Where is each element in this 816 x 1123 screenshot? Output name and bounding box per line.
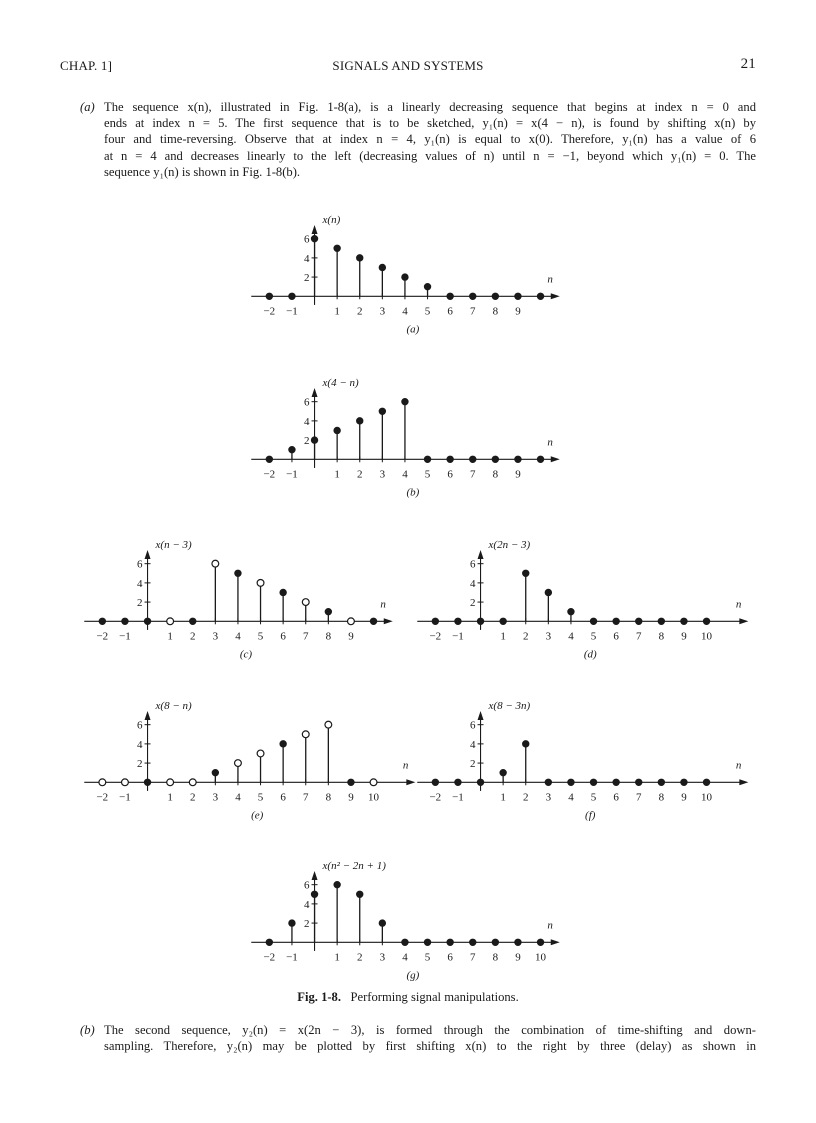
x-axis-arrow [551,939,560,945]
x-tick-label: 9 [515,950,522,963]
x-tick-label: 4 [235,629,242,642]
x-axis-arrow [740,779,749,785]
x-tick-label: 7 [636,790,642,803]
x-tick-label: −2 [429,790,442,803]
x-tick-label: 1 [334,950,341,963]
stem-marker [380,408,386,414]
x-tick-label: 3 [380,467,386,480]
stem-marker-hollow [325,721,332,728]
x-tick-label: 2 [357,304,363,317]
stem-marker-hollow [258,579,265,586]
stem-marker [470,456,476,462]
stem-marker [613,779,619,785]
y-tick-label: 6 [304,396,310,409]
x-tick-label: 6 [447,467,454,480]
x-tick-label: −2 [263,304,276,317]
paragraph-b-line: The second sequence, y₂(n) = x(2n − 3), is formed through the combination of time-shifting and down- [104,1023,756,1037]
x-tick-label: 8 [326,629,332,642]
x-axis-label: n [403,758,409,771]
stem-marker [546,779,552,785]
x-tick-label: 10 [701,629,713,642]
paragraph-a-line: at n = 4 and decreases linearly to the left (decreasing values of n) until n = −1, beyond which y₁(n) = 0. The [104,148,756,163]
stem-marker-hollow [303,598,310,605]
stem-marker [704,618,710,624]
y-tick-label: 2 [470,596,476,609]
x-tick-label: 10 [535,950,547,963]
stem-marker-hollow [122,779,129,786]
stem-marker-hollow [99,779,106,786]
x-tick-label: −1 [286,304,299,317]
y-tick-label: 6 [137,719,143,732]
y-tick-label: 4 [304,415,310,428]
stem-marker [380,264,386,270]
stem-marker [357,417,363,423]
y-axis-arrow [478,550,484,559]
x-tick-label: 3 [380,950,386,963]
x-tick-label: 6 [280,629,287,642]
y-axis-arrow [478,711,484,720]
figure-caption-label: Fig. 1-8. [297,990,342,1004]
stem-marker [433,779,439,785]
panel-label: (d) [584,647,598,660]
x-tick-label: 1 [500,629,507,642]
x-tick-label: 8 [659,790,665,803]
x-tick-label: 9 [681,790,688,803]
figure-caption [0,990,816,1005]
stem-marker [591,779,597,785]
paragraph-a-line: ends at index n = 5. The first sequence that is to be sketched, y₁(n) = x(4 − n), is found by shifting x(n) by [104,116,756,131]
stem-marker [267,456,273,462]
stem-marker [267,939,273,945]
stem-marker [659,618,665,624]
x-tick-label: 6 [280,790,287,803]
y-axis-arrow [145,550,151,559]
stem-marker [613,618,619,624]
panel-label: (f) [585,808,596,821]
x-tick-label: 4 [568,790,575,803]
x-tick-label: 3 [213,629,219,642]
x-tick-label: 2 [357,467,363,480]
paragraph-a-label: (a) [80,100,95,114]
x-axis-arrow [551,293,560,299]
x-tick-label: 7 [303,629,309,642]
x-tick-label: 8 [493,467,499,480]
x-tick-label: 5 [425,304,431,317]
x-tick-label: 7 [303,790,309,803]
stem-marker [280,740,286,746]
x-tick-label: 9 [515,304,522,317]
stem-plot-f [415,695,749,824]
x-tick-label: 4 [402,950,409,963]
x-tick-label: 7 [470,304,476,317]
x-tick-label: 9 [348,629,355,642]
x-tick-label: −2 [429,629,442,642]
x-tick-label: 8 [493,304,499,317]
stem-marker [493,293,499,299]
x-tick-label: 7 [636,629,642,642]
x-tick-label: 1 [334,467,341,480]
y-tick-label: 6 [137,558,143,571]
x-tick-label: 6 [613,790,620,803]
x-tick-label: −1 [286,950,299,963]
x-tick-label: 3 [546,629,552,642]
stem-marker [538,456,544,462]
stem-marker [538,293,544,299]
paragraph-b-label: (b) [80,1023,95,1037]
x-tick-label: 10 [368,790,380,803]
y-axis-arrow [312,388,318,397]
stem-marker-hollow [348,618,355,625]
plot-title: x(8 − 3n) [488,699,531,712]
stem-marker [455,618,461,624]
stem-marker [289,293,295,299]
paragraph-a-line: The sequence x(n), illustrated in Fig. 1-8(a), is a linearly decreasing sequence that begins at index n = 0 and [104,100,756,114]
stem-marker [145,618,151,624]
stem-marker [704,779,710,785]
x-tick-label: 1 [334,304,341,317]
stem-marker [334,427,340,433]
stem-marker [523,570,529,576]
y-tick-label: 4 [304,252,310,265]
y-tick-label: 2 [304,434,310,447]
x-tick-label: 5 [591,790,597,803]
x-tick-label: 5 [258,790,264,803]
paragraph-a-line: four and time-reversing. Observe that at index n = 4, y₁(n) is equal to x(0). Therefore, y₁(n) has a value of 6 [104,132,756,147]
x-tick-label: 2 [357,950,363,963]
stem-marker [312,437,318,443]
y-tick-label: 2 [304,271,310,284]
stem-plot-d [415,534,749,663]
stem-marker [289,920,295,926]
y-tick-label: 6 [470,558,476,571]
stem-marker [515,293,521,299]
stem-marker [515,939,521,945]
stem-marker [478,618,484,624]
stem-marker [425,283,431,289]
figure-caption-text: Performing signal manipulations. [350,990,519,1004]
x-tick-label: 8 [659,629,665,642]
panel-label: (e) [251,808,264,821]
stem-marker [425,456,431,462]
stem-marker [433,618,439,624]
stem-marker [289,446,295,452]
x-tick-label: 2 [523,790,529,803]
stem-marker [636,779,642,785]
x-tick-label: 8 [493,950,499,963]
stem-marker-hollow [235,759,242,766]
x-tick-label: 4 [568,629,575,642]
stem-marker [455,779,461,785]
x-tick-label: 2 [190,790,196,803]
stem-marker [538,939,544,945]
x-tick-label: 9 [681,629,688,642]
stem-marker [402,274,408,280]
running-header-chapter: CHAP. 1] [60,58,113,73]
x-tick-label: −2 [96,629,109,642]
x-tick-label: 6 [447,950,454,963]
x-tick-label: 4 [402,304,409,317]
panel-label: (b) [406,485,420,498]
x-tick-label: 1 [167,629,174,642]
x-tick-label: 9 [515,467,522,480]
x-tick-label: −1 [119,790,132,803]
stem-marker [334,881,340,887]
x-tick-label: 1 [500,790,507,803]
stem-marker [334,245,340,251]
stem-marker [478,779,484,785]
stem-marker-hollow [167,779,174,786]
x-tick-label: 4 [235,790,242,803]
stem-marker [659,779,665,785]
plot-title: x(4 − n) [322,376,360,389]
x-axis-label: n [380,597,387,610]
stem-marker [546,589,552,595]
stem-marker [357,254,363,260]
x-tick-label: 1 [167,790,174,803]
x-tick-label: 6 [447,304,454,317]
paragraph-a [80,99,756,180]
stem-marker [402,939,408,945]
plot-title: x(n² − 2n + 1) [322,859,387,872]
page-number: 21 [740,56,756,72]
x-tick-label: −1 [119,629,132,642]
x-axis-label: n [547,435,554,448]
x-tick-label: −1 [286,467,299,480]
plot-title: x(n − 3) [155,538,193,551]
panel-label: (a) [406,322,420,335]
plot-title: x(8 − n) [155,699,193,712]
stem-marker [371,618,377,624]
y-tick-label: 2 [304,917,310,930]
paragraph-a-line: sequence y₁(n) is shown in Fig. 1-8(b). [104,164,301,179]
stem-marker [681,618,687,624]
paragraph-b-line: sampling. Therefore, y₂(n) may be plotted by first shifting x(n) to the right by three (delay) as shown in [104,1039,756,1054]
stem-marker [145,779,151,785]
x-tick-label: −1 [452,629,465,642]
x-tick-label: −2 [263,467,276,480]
stem-marker [493,456,499,462]
x-tick-label: 7 [470,950,476,963]
x-tick-label: −2 [96,790,109,803]
stem-marker [380,920,386,926]
x-tick-label: −1 [452,790,465,803]
stem-marker-hollow [212,560,219,567]
x-tick-label: 3 [213,790,219,803]
stem-marker [515,456,521,462]
plot-title: x(n) [322,213,341,226]
stem-marker [493,939,499,945]
x-tick-label: 5 [425,950,431,963]
x-axis-arrow [407,779,416,785]
y-tick-label: 4 [137,577,143,590]
stem-marker [470,293,476,299]
stem-marker [357,891,363,897]
x-tick-label: 5 [425,467,431,480]
y-axis-arrow [145,711,151,720]
x-tick-label: 8 [326,790,332,803]
x-axis-label: n [736,597,742,610]
stem-marker [447,293,453,299]
y-tick-label: 6 [470,719,476,732]
stem-marker [591,618,597,624]
stem-marker [122,618,128,624]
stem-marker [213,769,219,775]
stem-marker-hollow [371,779,378,786]
stem-marker-hollow [258,750,265,757]
plot-title: x(2n − 3) [488,538,531,551]
x-tick-label: 9 [348,790,355,803]
stem-marker [280,589,286,595]
paragraph-b [80,1022,756,1054]
stem-marker [447,939,453,945]
y-axis-arrow [312,871,318,880]
y-tick-label: 2 [137,596,143,609]
stem-marker [500,769,506,775]
stem-marker [470,939,476,945]
stem-marker [312,235,318,241]
panel-label: (c) [240,647,253,660]
x-axis-arrow [740,618,749,624]
stem-marker [568,608,574,614]
stem-marker [523,740,529,746]
stem-marker [267,293,273,299]
running-header-title: SIGNALS AND SYSTEMS [332,58,484,73]
stem-marker [447,456,453,462]
stem-plot-e [82,695,416,824]
x-tick-label: −2 [263,950,276,963]
stem-plot-c [82,534,394,663]
x-axis-label: n [547,272,554,285]
y-tick-label: 2 [470,757,476,770]
x-axis-label: n [736,758,742,771]
y-tick-label: 2 [137,757,143,770]
y-tick-label: 6 [304,879,310,892]
x-axis-label: n [547,918,554,931]
stem-marker [402,398,408,404]
y-tick-label: 4 [470,577,476,590]
y-axis-arrow [312,225,318,234]
stem-marker-hollow [167,618,174,625]
x-tick-label: 7 [470,467,476,480]
stem-plot-b [249,372,561,501]
stem-marker-hollow [303,731,310,738]
x-tick-label: 6 [613,629,620,642]
x-tick-label: 5 [258,629,264,642]
stem-marker [636,618,642,624]
x-tick-label: 2 [523,629,529,642]
x-axis-arrow [384,618,393,624]
y-tick-label: 6 [304,233,310,246]
stem-marker [348,779,354,785]
stem-marker [235,570,241,576]
y-tick-label: 4 [137,738,143,751]
x-tick-label: 2 [190,629,196,642]
x-axis-arrow [551,456,560,462]
stem-marker [100,618,106,624]
panel-label: (g) [406,968,420,981]
stem-marker [681,779,687,785]
stem-marker [326,608,332,614]
stem-marker-hollow [190,779,197,786]
stem-marker [500,618,506,624]
x-tick-label: 4 [402,467,409,480]
y-tick-label: 4 [304,898,310,911]
stem-marker [312,891,318,897]
stem-marker [425,939,431,945]
stem-plot-g [249,855,561,984]
x-tick-label: 3 [546,790,552,803]
stem-marker [568,779,574,785]
stem-marker [190,618,196,624]
y-tick-label: 4 [470,738,476,751]
x-tick-label: 5 [591,629,597,642]
stem-plot-a [249,209,561,338]
x-tick-label: 3 [380,304,386,317]
x-tick-label: 10 [701,790,713,803]
